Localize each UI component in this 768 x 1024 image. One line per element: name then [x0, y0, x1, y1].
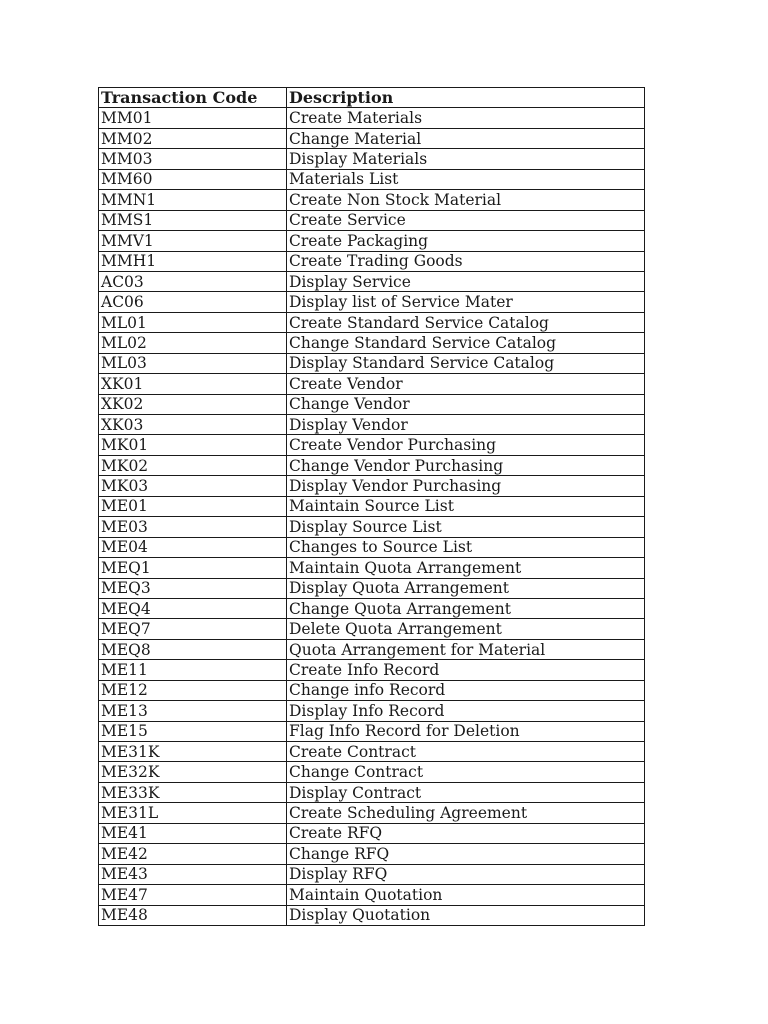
description-cell: Display Source List [287, 517, 645, 537]
description-cell: Display Service [287, 271, 645, 291]
transaction-code-cell: ME41 [99, 823, 287, 843]
table-row [99, 803, 645, 823]
transaction-code-cell: XK01 [99, 374, 287, 394]
transaction-code-cell: MK01 [99, 435, 287, 455]
transaction-code-cell: ME42 [99, 844, 287, 864]
description-cell: Quota Arrangement for Material [287, 639, 645, 659]
description-cell: Display Quota Arrangement [287, 578, 645, 598]
transaction-code-cell: AC03 [99, 271, 287, 291]
description-cell: Create Vendor [287, 374, 645, 394]
description-cell: Create Scheduling Agreement [287, 803, 645, 823]
transaction-code-cell: MM01 [99, 108, 287, 128]
table-row [99, 455, 645, 475]
table-row [99, 905, 645, 925]
transaction-code-cell: ME47 [99, 885, 287, 905]
description-cell: Display Info Record [287, 701, 645, 721]
table-row [99, 721, 645, 741]
table-row [99, 864, 645, 884]
description-cell: Change Vendor [287, 394, 645, 414]
table-row [99, 619, 645, 639]
table-row [99, 660, 645, 680]
transaction-code-cell: AC06 [99, 292, 287, 312]
table-row [99, 435, 645, 455]
transaction-code-cell: ML02 [99, 333, 287, 353]
table-row [99, 844, 645, 864]
transaction-code-cell: MMV1 [99, 231, 287, 251]
table-row [99, 251, 645, 271]
transaction-code-cell: ME32K [99, 762, 287, 782]
transaction-code-cell: MEQ4 [99, 598, 287, 618]
description-cell: Change info Record [287, 680, 645, 700]
description-cell: Change Standard Service Catalog [287, 333, 645, 353]
table-row [99, 415, 645, 435]
table-row [99, 169, 645, 189]
transaction-code-sheet [98, 87, 644, 926]
description-cell: Display Vendor Purchasing [287, 476, 645, 496]
transaction-code-cell: ME31L [99, 803, 287, 823]
table-row [99, 353, 645, 373]
table-row [99, 517, 645, 537]
transaction-code-table [98, 87, 645, 926]
description-cell: Delete Quota Arrangement [287, 619, 645, 639]
transaction-code-cell: ME13 [99, 701, 287, 721]
table-row [99, 639, 645, 659]
table-row [99, 190, 645, 210]
table-row [99, 292, 645, 312]
table-row [99, 210, 645, 230]
table-row [99, 476, 645, 496]
table-header-row [99, 88, 645, 108]
transaction-code-cell: XK03 [99, 415, 287, 435]
table-row [99, 374, 645, 394]
transaction-code-cell: MK03 [99, 476, 287, 496]
description-cell: Maintain Source List [287, 496, 645, 516]
table-row [99, 782, 645, 802]
description-cell: Display RFQ [287, 864, 645, 884]
description-cell: Display Materials [287, 149, 645, 169]
transaction-code-cell: MMN1 [99, 190, 287, 210]
description-cell: Create Packaging [287, 231, 645, 251]
description-cell: Change Vendor Purchasing [287, 455, 645, 475]
description-cell: Display Standard Service Catalog [287, 353, 645, 373]
transaction-code-cell: ML03 [99, 353, 287, 373]
description-cell: Flag Info Record for Deletion [287, 721, 645, 741]
description-cell: Display list of Service Mater [287, 292, 645, 312]
transaction-code-cell: MK02 [99, 455, 287, 475]
table-row [99, 394, 645, 414]
description-cell: Create Materials [287, 108, 645, 128]
transaction-code-cell: ME04 [99, 537, 287, 557]
description-cell: Create Non Stock Material [287, 190, 645, 210]
transaction-code-cell: MMH1 [99, 251, 287, 271]
transaction-code-cell: MM02 [99, 128, 287, 148]
table-row [99, 885, 645, 905]
transaction-code-cell: MM60 [99, 169, 287, 189]
table-row [99, 496, 645, 516]
transaction-code-cell: MEQ8 [99, 639, 287, 659]
transaction-code-cell: MM03 [99, 149, 287, 169]
description-cell: Display Contract [287, 782, 645, 802]
transaction-code-cell: ME33K [99, 782, 287, 802]
table-row [99, 149, 645, 169]
transaction-code-cell: MMS1 [99, 210, 287, 230]
description-cell: Display Vendor [287, 415, 645, 435]
description-cell: Materials List [287, 169, 645, 189]
table-row [99, 312, 645, 332]
description-cell: Create Vendor Purchasing [287, 435, 645, 455]
header-transaction-code: Transaction Code [99, 88, 287, 108]
transaction-code-cell: ME11 [99, 660, 287, 680]
description-cell: Create Trading Goods [287, 251, 645, 271]
description-cell: Create Contract [287, 742, 645, 762]
transaction-code-cell: ME15 [99, 721, 287, 741]
table-row [99, 108, 645, 128]
transaction-code-cell: ML01 [99, 312, 287, 332]
description-cell: Create Service [287, 210, 645, 230]
table-row [99, 271, 645, 291]
table-row [99, 128, 645, 148]
description-cell: Display Quotation [287, 905, 645, 925]
description-cell: Change Material [287, 128, 645, 148]
table-row [99, 231, 645, 251]
description-cell: Change RFQ [287, 844, 645, 864]
transaction-code-cell: ME12 [99, 680, 287, 700]
table-row [99, 680, 645, 700]
description-cell: Change Quota Arrangement [287, 598, 645, 618]
description-cell: Maintain Quotation [287, 885, 645, 905]
table-row [99, 598, 645, 618]
table-row [99, 823, 645, 843]
description-cell: Create RFQ [287, 823, 645, 843]
table-row [99, 701, 645, 721]
description-cell: Create Standard Service Catalog [287, 312, 645, 332]
transaction-code-cell: ME31K [99, 742, 287, 762]
transaction-code-cell: MEQ3 [99, 578, 287, 598]
table-row [99, 558, 645, 578]
transaction-code-cell: ME43 [99, 864, 287, 884]
transaction-code-cell: MEQ7 [99, 619, 287, 639]
table-row [99, 537, 645, 557]
description-cell: Create Info Record [287, 660, 645, 680]
table-row [99, 333, 645, 353]
table-row [99, 742, 645, 762]
transaction-code-cell: ME03 [99, 517, 287, 537]
table-row [99, 762, 645, 782]
table-body [99, 108, 645, 926]
description-cell: Changes to Source List [287, 537, 645, 557]
description-cell: Maintain Quota Arrangement [287, 558, 645, 578]
description-cell: Change Contract [287, 762, 645, 782]
transaction-code-cell: ME48 [99, 905, 287, 925]
header-description: Description [287, 88, 645, 108]
transaction-code-cell: MEQ1 [99, 558, 287, 578]
transaction-code-cell: XK02 [99, 394, 287, 414]
transaction-code-cell: ME01 [99, 496, 287, 516]
table-row [99, 578, 645, 598]
